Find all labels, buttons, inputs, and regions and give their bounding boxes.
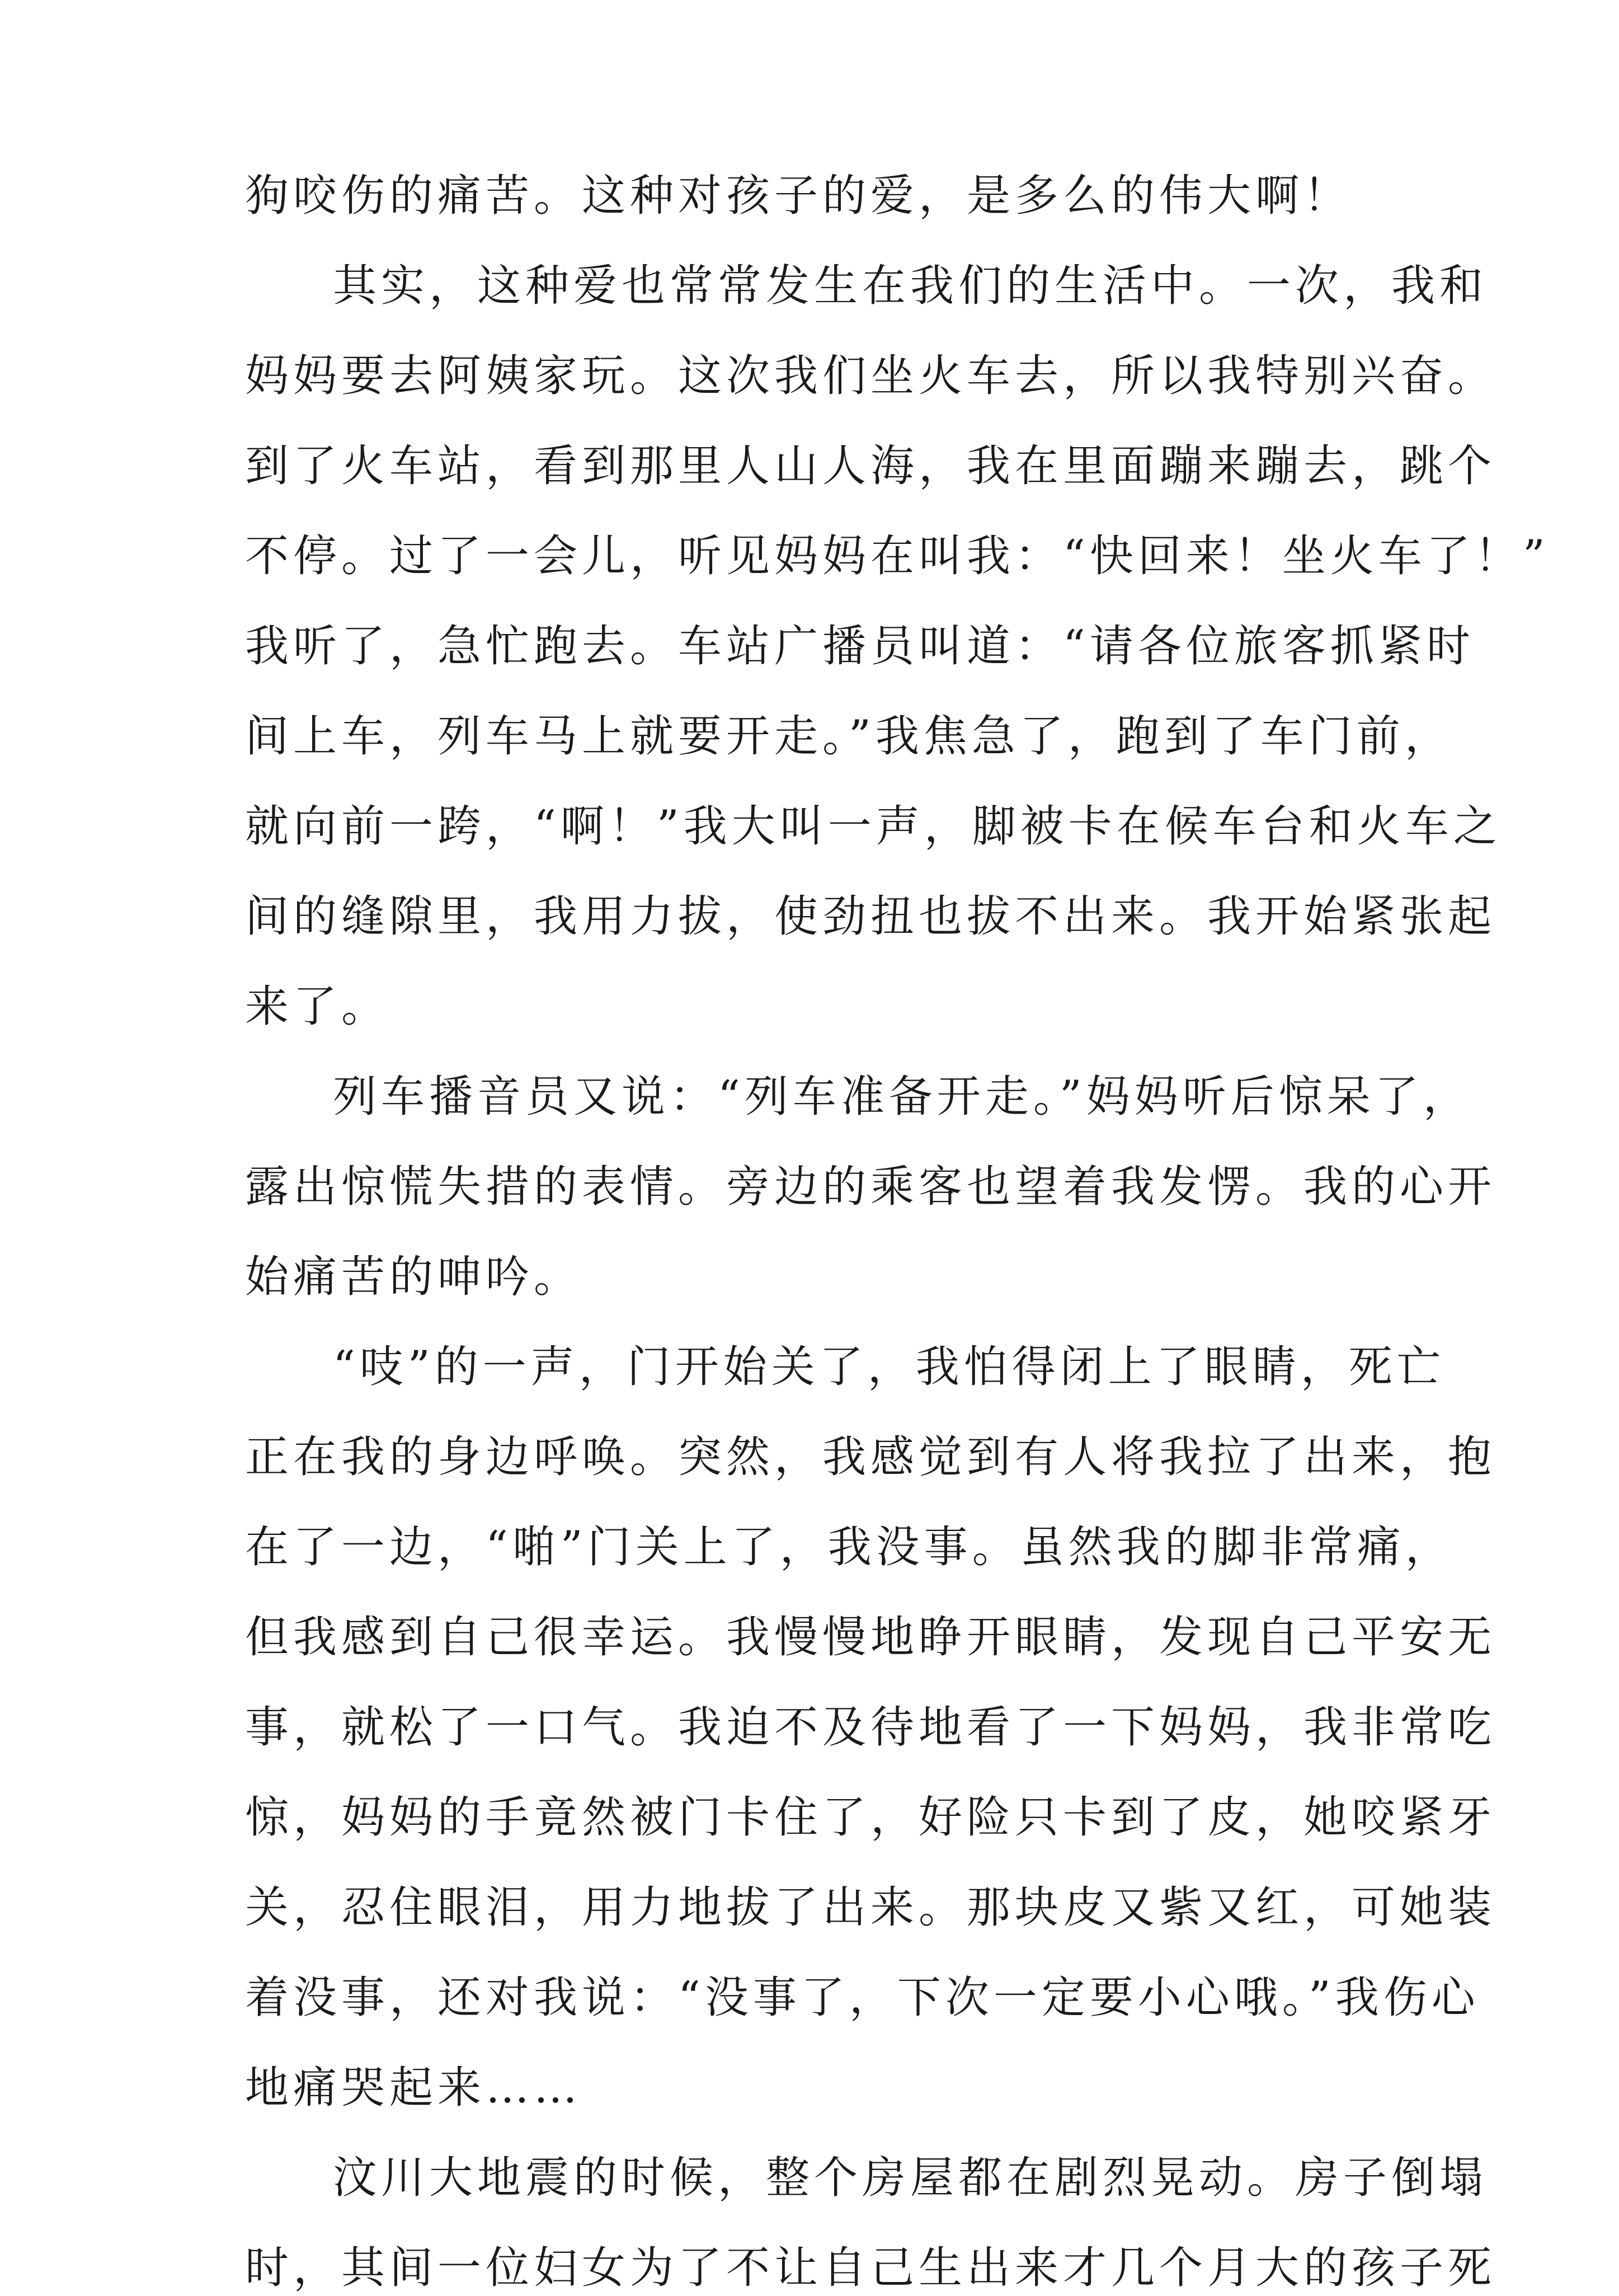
text-line: 正在我的身边呼唤。突然，我感觉到有人将我拉了出来，抱	[245, 1432, 1496, 1482]
text-line: 事，就松了一口气。我迫不及待地看了一下妈妈，我非常吃	[245, 1702, 1496, 1753]
text-line: 惊，妈妈的手竟然被门卡住了，好险只卡到了皮，她咬紧牙	[245, 1792, 1496, 1843]
text-line: 关，忍住眼泪，用力地拔了出来。那块皮又紫又红，可她装	[245, 1882, 1496, 1933]
text-line: 始痛苦的呻吟。	[245, 1252, 582, 1302]
paragraph-start-line: “吱”的一声，门开始关了，我怕得闭上了眼睛，死亡	[333, 1342, 1445, 1392]
text-line: 着没事，还对我说：“没事了，下次一定要小心哦。”我伤心	[245, 1973, 1480, 2023]
text-line: 妈妈要去阿姨家玩。这次我们坐火车去，所以我特别兴奋。	[245, 351, 1496, 401]
text-line: 狗咬伤的痛苦。这种对孩子的爱，是多么的伟大啊！	[245, 171, 1352, 221]
text-line: 不停。过了一会儿，听见妈妈在叫我：“快回来！坐火车了！”	[245, 531, 1550, 581]
paragraph-start-line: 汶川大地震的时候，整个房屋都在剧烈晃动。房子倒塌	[333, 2153, 1488, 2203]
text-line: 但我感到自己很幸运。我慢慢地睁开眼睛，发现自己平安无	[245, 1612, 1496, 1663]
text-line: 地痛哭起来……	[245, 2063, 582, 2113]
text-line: 在了一边，“啪”门关上了，我没事。虽然我的脚非常痛，	[245, 1522, 1453, 1572]
text-line: 我听了，急忙跑去。车站广播员叫道：“请各位旅客抓紧时	[245, 621, 1475, 672]
text-line: 来了。	[245, 982, 390, 1032]
text-line: 间上车，列车马上就要开走。”我焦急了，跑到了车门前，	[245, 711, 1453, 762]
paragraph-start-line: 其实，这种爱也常常发生在我们的生活中。一次，我和	[333, 261, 1488, 311]
text-line: 就向前一跨，“啊！”我大叫一声，脚被卡在候车台和火车之	[245, 801, 1502, 852]
paragraph-start-line: 列车播音员又说：“列车准备开走。”妈妈听后惊呆了，	[333, 1072, 1471, 1122]
text-line: 时，其间一位妇女为了不让自己生出来才几个月大的孩子死	[245, 2243, 1496, 2293]
text-line: 间的缝隙里，我用力拔，使劲扭也拔不出来。我开始紧张起	[245, 891, 1496, 942]
text-line: 露出惊慌失措的表情。旁边的乘客也望着我发愣。我的心开	[245, 1162, 1496, 1212]
text-line: 到了火车站，看到那里人山人海，我在里面蹦来蹦去，跳个	[245, 441, 1496, 491]
